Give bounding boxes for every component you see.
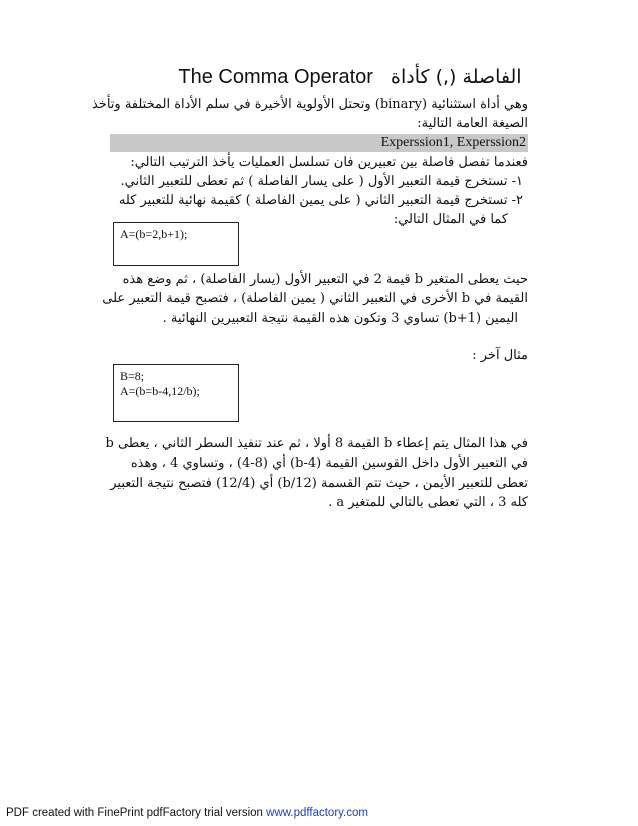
syntax-text: Experssion1, Experssion2 [380, 135, 526, 150]
intro-line-2: الصيغة العامة التالية: [417, 116, 528, 131]
syntax-bar [110, 134, 528, 152]
pdf-footer [6, 806, 368, 820]
page-title [170, 64, 530, 90]
explanation-step-1: ١- تستخرج قيمة التعبير الأول ( على يسار الفاصلة ) ثم تعطى للتعبير الثاني. [120, 174, 523, 189]
code-line: A=(b=2,b+1); [120, 227, 188, 241]
para2-line-3: تعطى للتعبير الأيمن ، حيث تتم القسمة (12/b) أي (12/4) فتصبح نتيجة التعبير [110, 476, 528, 491]
code-block-1 [113, 222, 239, 266]
intro-line-1: وهي أداة استثنائية (binary) وتحتل الأولوية الأخيرة في سلم الأداة المختلفة وتأخذ [91, 97, 528, 112]
title-arabic: الفاصلة (,) كأداة [391, 66, 522, 88]
title-english: The Comma Operator [178, 66, 373, 88]
footer-text: PDF created with FinePrint pdfFactory trial version [6, 807, 263, 819]
example-intro: كما في المثال التالي: [393, 212, 508, 227]
code-line: B=8; [120, 369, 145, 383]
code-block-2 [113, 364, 239, 422]
para1-line-2: القيمة في b الأخرى في التعبير الثاني ( يمين الفاصلة) ، فتصبح قيمة التعبير على [102, 291, 528, 306]
para1-line-3: اليمين (b+1) تساوي 3 وتكون هذه القيمة نتيجة التعبيرين النهائية . [162, 311, 518, 326]
footer-link[interactable]: www.pdffactory.com [266, 807, 368, 819]
para2-line-4: كله 3 ، التي تعطى بالتالي للمتغير a . [328, 495, 528, 510]
explanation-step-2: ٢- تستخرج قيمة التعبير الثاني ( على يمين الفاصلة ) كقيمة نهائية للتعبير كله [118, 193, 523, 208]
para2-line-2: في التعبير الأول داخل القوسين القيمة (b-4) أي (8-4) ، وتساوي 4 ، وهذه [130, 456, 528, 471]
explanation-line: فعندما تفصل فاصلة بين تعبيرين فان تسلسل العمليات يأخذ الترتيب التالي: [130, 155, 528, 170]
para2-line-1: في هذا المثال يتم إعطاء b القيمة 8 أولا ، ثم عند تنفيذ السطر الثاني ، يعطى b [105, 436, 528, 451]
another-example-label: مثال آخر : [472, 348, 528, 363]
para1-line-1: حيث يعطى المتغير b قيمة 2 في التعبير الأول (يسار الفاصلة) ، ثم وضع هذه [122, 272, 528, 287]
code-line: A=(b=b-4,12/b); [120, 384, 200, 398]
